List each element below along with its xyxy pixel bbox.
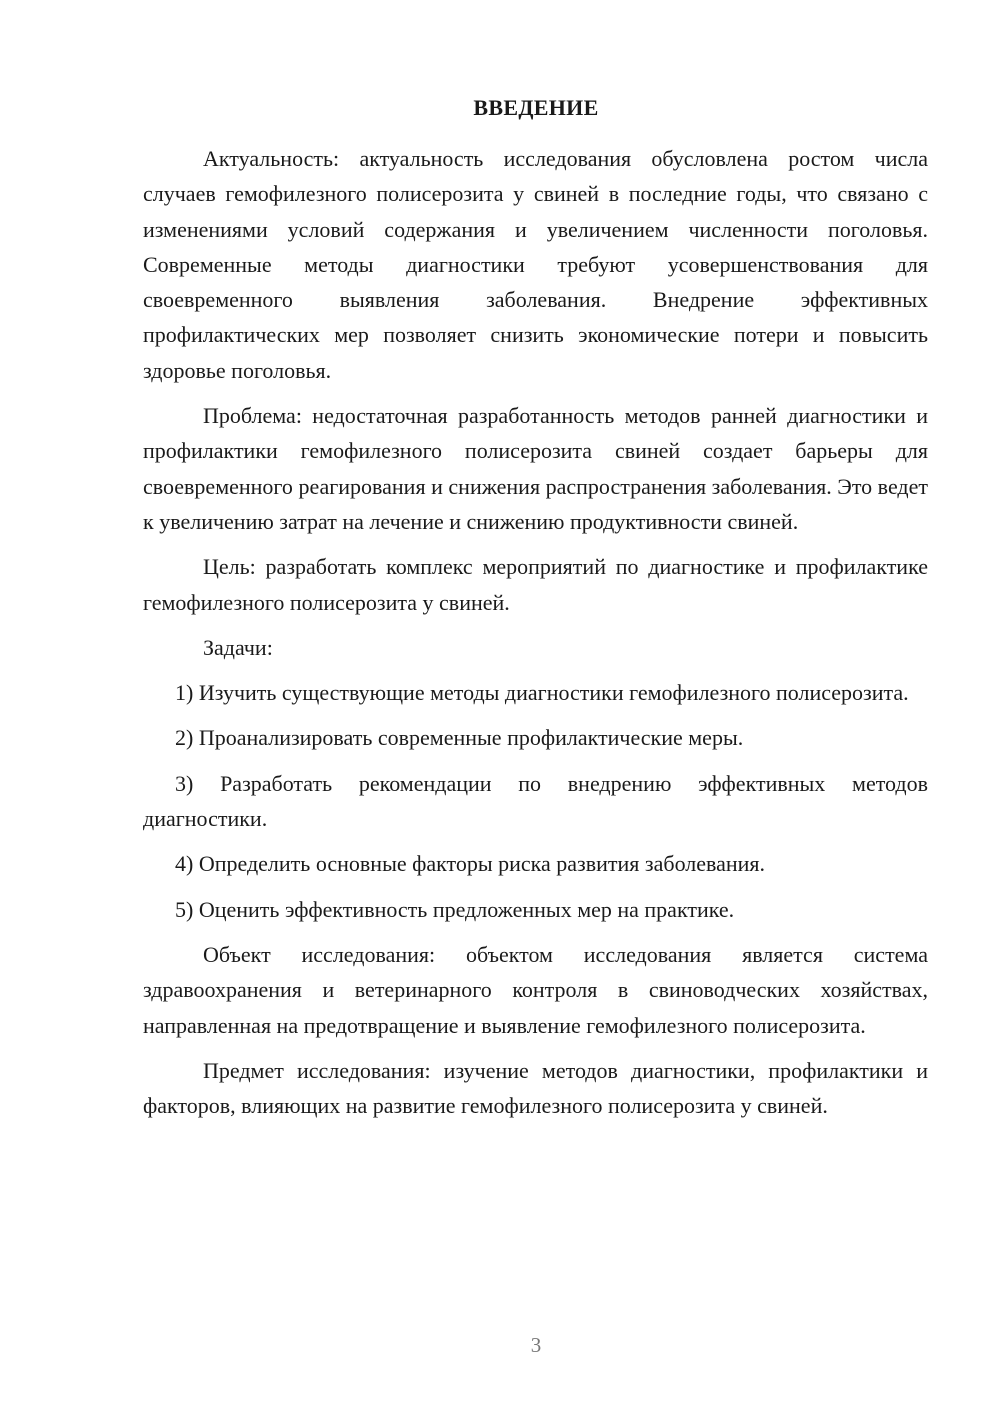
paragraph-problem: Проблема: недостаточная разработанность методов ранней диагностики и профилактики гемофилезного полисерозита свиней создает барьеры для своевременного реагирования и снижения распространения заболевания. Это ведет к увеличению затрат на лечение и снижению продуктивности свиней. xyxy=(143,403,928,534)
task-item: 5) Оценить эффективность предложенных мер на практике. xyxy=(175,896,735,922)
page-number: 3 xyxy=(530,1333,542,1357)
section-title: ВВЕДЕНИЕ xyxy=(473,95,599,120)
paragraph-subject: Предмет исследования: изучение методов диагностики, профилактики и факторов, влияющих на развитие гемофилезного полисерозита у свиней. xyxy=(143,1057,928,1119)
task-item: 2) Проанализировать современные профилактические меры. xyxy=(175,725,744,751)
paragraph-tasks-heading: Задачи: xyxy=(203,634,273,660)
paragraph-relevance: Актуальность: актуальность исследования обусловлена ростом числа случаев гемофилезного полисерозита у свиней в последние годы, что связано с изменениями условий содержания и увеличением численности поголовья. Современные методы диагностики требуют усовершенствования для своевременного выявления заболевания. Внедрение эффективных профилактических мер позволяет снизить экономические потери и повысить здоровье поголовья. xyxy=(143,146,928,383)
task-item: 3) Разработать рекомендации по внедрению эффективных методов диагностики. xyxy=(143,770,928,832)
paragraph-goal: Цель: разработать комплекс мероприятий по диагностике и профилактике гемофилезного полисерозита у свиней. xyxy=(143,554,928,615)
body-text xyxy=(143,141,928,1133)
paragraph-object: Объект исследования: объектом исследования является система здравоохранения и ветеринарного контроля в свиноводческих хозяйствах, направленная на предотвращение и выявление гемофилезного полисерозита. xyxy=(143,941,928,1038)
task-item: 4) Определить основные факторы риска развития заболевания. xyxy=(175,851,766,877)
task-item: 1) Изучить существующие методы диагностики гемофилезного полисерозита. xyxy=(175,680,909,706)
